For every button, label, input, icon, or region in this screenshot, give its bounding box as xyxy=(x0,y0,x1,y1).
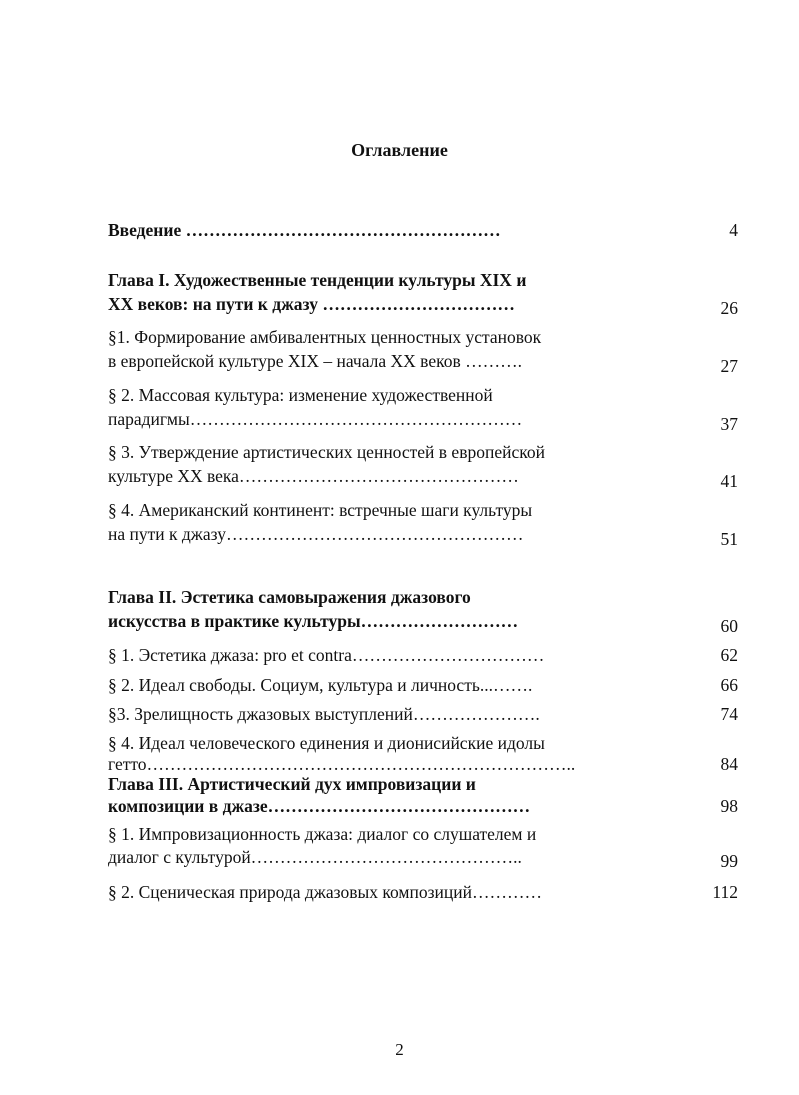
toc-ch1-s3-page: 41 xyxy=(720,471,738,491)
toc-ch3-s2-page: 112 xyxy=(712,882,738,902)
toc-chapter-2-page: 60 xyxy=(720,616,738,636)
toc-ch2-s3-line-1: §3. Зрелищность джазовых выступлений…………………. xyxy=(108,704,540,724)
toc-ch1-s4-page: 51 xyxy=(720,529,738,549)
toc-ch2-s1-line-1: § 1. Эстетика джаза: pro et contra…………………………… xyxy=(108,645,545,665)
toc-ch3-s1-line-1: § 1. Импровизационность джаза: диалог со слушателем и xyxy=(108,824,537,844)
toc-ch1-s1-line-1: §1. Формирование амбивалентных ценностных установок xyxy=(108,327,542,347)
toc-chapter-3-page: 98 xyxy=(720,796,738,816)
toc-ch3-s1-line-2: диалог с культурой……………………………………….. xyxy=(108,847,522,867)
toc-chapter-3-line-2: композиции в джазе……………………………………… xyxy=(108,796,531,816)
toc-ch2-s2-page: 66 xyxy=(720,675,738,695)
toc-chapter-1-line-1: Глава I. Художественные тенденции культуры XIX и xyxy=(108,270,527,290)
toc-chapter-2-line-1: Глава II. Эстетика самовыражения джазового xyxy=(108,587,471,607)
page-number: 2 xyxy=(395,1040,404,1059)
toc-ch1-s2-line-1: § 2. Массовая культура: изменение художественной xyxy=(108,385,493,405)
toc-ch1-s2-line-2: парадигмы………………………………………………… xyxy=(108,409,523,429)
toc-ch3-s2-line-1: § 2. Сценическая природа джазовых композиций………… xyxy=(108,882,542,902)
toc-ch2-s1-page: 62 xyxy=(720,645,738,665)
toc-ch3-s1-page: 99 xyxy=(720,851,738,871)
toc-intro-line-1: Введение ……………………………………………… xyxy=(108,220,501,240)
page-title: Оглавление xyxy=(351,140,448,160)
toc-chapter-1-page: 26 xyxy=(720,298,738,318)
toc-intro-page: 4 xyxy=(729,220,738,240)
toc-ch1-s4-line-1: § 4. Американский континент: встречные шаги культуры xyxy=(108,500,533,520)
toc-ch1-s4-line-2: на пути к джазу…………………………………………… xyxy=(108,524,524,544)
toc-ch2-s4-page: 84 xyxy=(720,754,738,774)
toc-ch2-s2-line-1: § 2. Идеал свободы. Социум, культура и личность...……. xyxy=(108,675,533,695)
toc-chapter-1-line-2: XX веков: на пути к джазу …………………………… xyxy=(108,294,515,314)
toc-ch1-s3-line-2: культуре XX века………………………………………… xyxy=(108,466,519,486)
toc-ch2-s4-line-1: § 4. Идеал человеческого единения и дионисийские идолы xyxy=(108,733,545,753)
toc-ch1-s3-line-1: § 3. Утверждение артистических ценностей в европейской xyxy=(108,442,545,462)
toc-ch2-s3-page: 74 xyxy=(720,704,738,724)
toc-ch1-s1-page: 27 xyxy=(720,356,738,376)
toc-ch2-s4-line-2: гетто……………………………………………………………….. xyxy=(108,754,576,774)
toc-ch1-s2-page: 37 xyxy=(720,414,738,434)
toc-chapter-3-line-1: Глава III. Артистический дух импровизации и xyxy=(108,774,476,794)
toc-chapter-2-line-2: искусства в практике культуры……………………… xyxy=(108,611,519,631)
toc-ch1-s1-line-2: в европейской культуре XIX – начала XX веков ………. xyxy=(108,351,522,371)
